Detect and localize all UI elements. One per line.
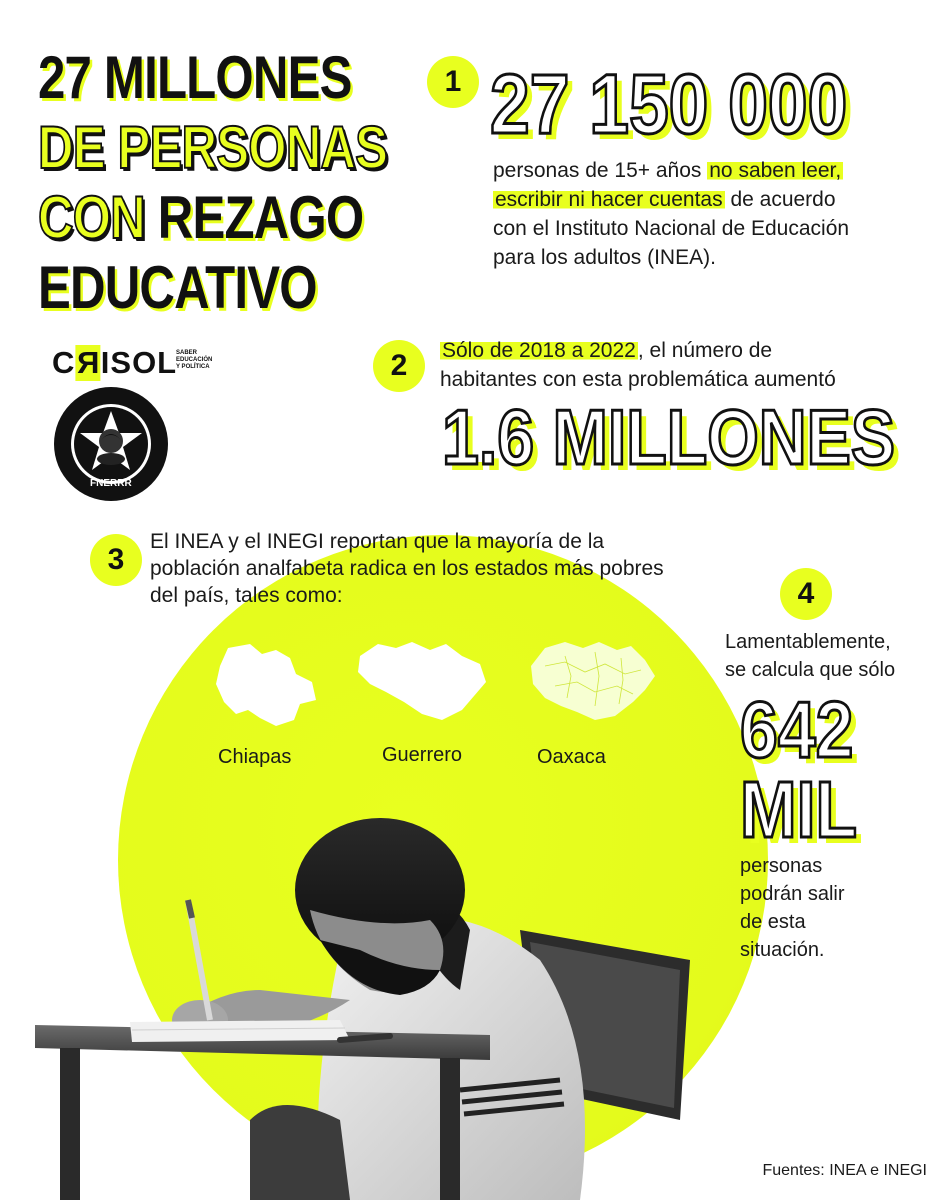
badge-1: 1 (427, 56, 479, 108)
item1-text-d: para los adultos (INEA). (493, 246, 716, 269)
title-line-3 (38, 184, 364, 251)
item4-line-5: de esta (740, 911, 806, 933)
item2-highlight: Sólo de 2018 a 2022 (442, 339, 636, 362)
item1-text (493, 156, 913, 272)
item4-big-642: 642 (740, 685, 854, 774)
title-line-1: 27 MILLONES (38, 44, 352, 111)
item4-line-4: podrán salir (740, 883, 845, 905)
crisol-logo (52, 345, 177, 381)
item4-line-1: Lamentablemente, (725, 631, 891, 653)
item4-line-6: situación. (740, 939, 825, 961)
title-line-2: DE PERSONAS (38, 114, 388, 181)
crisol-logo-subtitle: SABER EDUCACIÓN Y POLÍTICA (176, 350, 213, 370)
crisol-logo-c: C (52, 345, 76, 380)
item1-text-a: personas de 15+ años (493, 159, 708, 182)
guerrero-map (352, 636, 492, 726)
item3-line-2: población analfabeta radica en los estados más pobres (150, 557, 664, 580)
item3-text (150, 528, 720, 609)
item1-big-number: 27 150 000 (490, 57, 848, 151)
item4-line-3: personas (740, 855, 823, 877)
badge-3: 3 (90, 534, 142, 586)
item2-text-b: habitantes con esta problemática aumentó (440, 368, 836, 391)
item1-highlight-1: no saben leer, (709, 159, 842, 182)
item4-text-top (725, 628, 925, 684)
item4-line-2: se calcula que sólo (725, 659, 896, 681)
student-writing-photo (20, 790, 740, 1200)
item3-line-3: del país, tales como: (150, 584, 343, 607)
item1-highlight-2: escribir ni hacer cuentas (495, 188, 723, 211)
source-note: Fuentes: INEA e INEGI (762, 1162, 927, 1179)
item1-text-b: de acuerdo (724, 188, 836, 211)
chiapas-map (210, 640, 320, 732)
item2-text (440, 336, 910, 394)
title-word-con: CON (38, 184, 145, 251)
state-label-chiapas: Chiapas (218, 746, 292, 768)
item4-big-mil: MIL (740, 765, 858, 854)
crisol-logo-r: R (76, 345, 100, 380)
item3-line-1: El INEA y el INEGI reportan que la mayoría de la (150, 530, 605, 553)
crisol-logo-rest: ISOL (100, 345, 178, 380)
title-word-rezago: REZAGO (157, 184, 364, 251)
item2-big-number: 1.6 MILLONES (442, 393, 896, 481)
oaxaca-map (525, 636, 660, 726)
fnerrr-label: FNERRR (90, 478, 132, 489)
item1-text-c: con el Instituto Nacional de Educación (493, 217, 850, 240)
badge-2: 2 (373, 340, 425, 392)
item4-text-bottom (740, 852, 920, 964)
state-label-guerrero: Guerrero (382, 744, 463, 766)
state-label-oaxaca: Oaxaca (537, 746, 606, 768)
title-line-4: EDUCATIVO (38, 254, 317, 321)
item2-text-a: , el número de (637, 339, 773, 362)
badge-4: 4 (780, 568, 832, 620)
